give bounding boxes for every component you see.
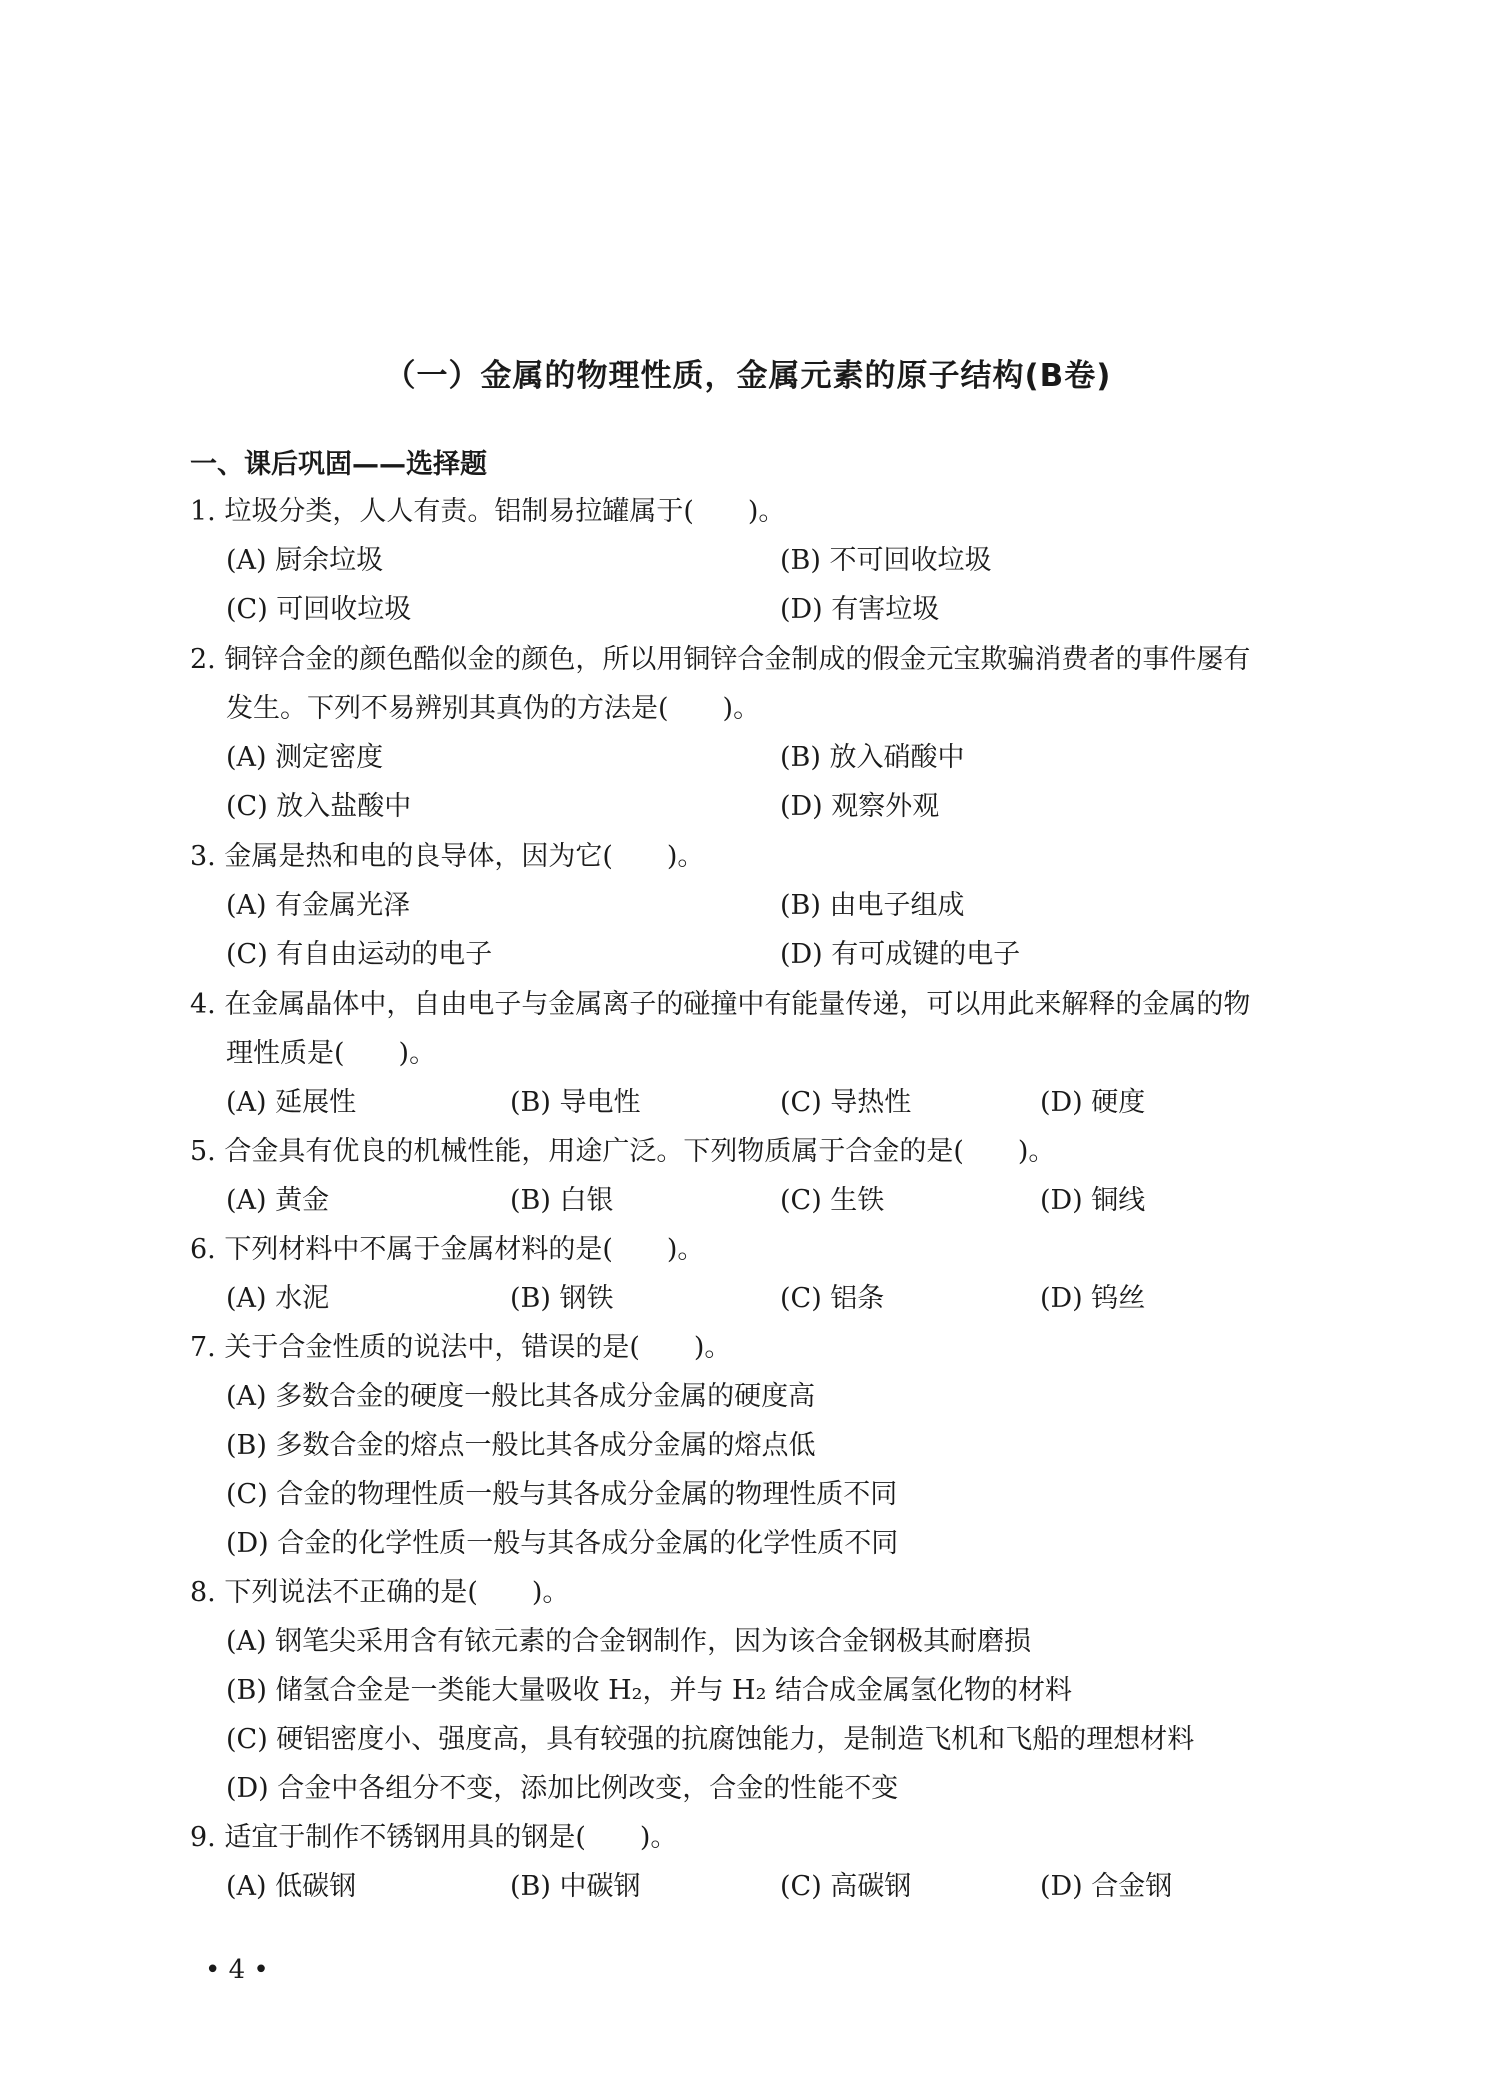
question-3-stem: 3. 金属是热和电的良导体，因为它( )。 <box>190 841 705 872</box>
question-8-option-c: (C) 硬铝密度小、强度高，具有较强的抗腐蚀能力，是制造飞机和飞船的理想材料 <box>226 1724 1195 1755</box>
question-2-option-a: (A) 测定密度 <box>226 742 384 773</box>
question-7-option-c: (C) 合金的物理性质一般与其各成分金属的物理性质不同 <box>226 1479 898 1510</box>
question-6-option-a: (A) 水泥 <box>226 1283 330 1314</box>
question-2-option-b: (B) 放入硝酸中 <box>780 742 965 773</box>
question-4-option-b: (B) 导电性 <box>510 1087 641 1118</box>
question-4-stem-line-1: 4. 在金属晶体中，自由电子与金属离子的碰撞中有能量传递，可以用此来解释的金属的物 <box>190 989 1251 1020</box>
question-5-option-b: (B) 白银 <box>510 1185 614 1216</box>
question-5-option-d: (D) 铜线 <box>1040 1185 1146 1216</box>
question-8-option-b: (B) 储氢合金是一类能大量吸收 H₂，并与 H₂ 结合成金属氢化物的材料 <box>226 1675 1072 1706</box>
question-7-option-b: (B) 多数合金的熔点一般比其各成分金属的熔点低 <box>226 1430 816 1461</box>
question-7-option-a: (A) 多数合金的硬度一般比其各成分金属的硬度高 <box>226 1381 816 1412</box>
page-number: • 4 • <box>205 1955 269 1985</box>
question-9-option-c: (C) 高碳钢 <box>780 1871 912 1902</box>
question-4-option-d: (D) 硬度 <box>1040 1087 1146 1118</box>
question-4-option-c: (C) 导热性 <box>780 1087 912 1118</box>
question-6-option-d: (D) 钨丝 <box>1040 1283 1146 1314</box>
question-5-stem: 5. 合金具有优良的机械性能，用途广泛。下列物质属于合金的是( )。 <box>190 1136 1056 1167</box>
question-1-option-b: (B) 不可回收垃圾 <box>780 545 992 576</box>
question-7-stem: 7. 关于合金性质的说法中，错误的是( )。 <box>190 1332 732 1363</box>
question-1-option-d: (D) 有害垃圾 <box>780 594 940 625</box>
question-2-option-c: (C) 放入盐酸中 <box>226 791 412 822</box>
question-2-option-d: (D) 观察外观 <box>780 791 940 822</box>
question-2-stem-line-1: 2. 铜锌合金的颜色酷似金的颜色，所以用铜锌合金制成的假金元宝欺骗消费者的事件屡有 <box>190 644 1251 675</box>
question-5-option-a: (A) 黄金 <box>226 1185 330 1216</box>
question-4-option-a: (A) 延展性 <box>226 1087 357 1118</box>
question-4-stem-line-2: 理性质是( )。 <box>226 1038 437 1069</box>
question-8-option-a: (A) 钢笔尖采用含有铱元素的合金钢制作，因为该合金钢极其耐磨损 <box>226 1626 1032 1657</box>
question-9-option-a: (A) 低碳钢 <box>226 1871 357 1902</box>
question-8-stem: 8. 下列说法不正确的是( )。 <box>190 1577 570 1608</box>
question-3-option-d: (D) 有可成键的电子 <box>780 939 1021 970</box>
question-3-option-c: (C) 有自由运动的电子 <box>226 939 493 970</box>
question-1-option-c: (C) 可回收垃圾 <box>226 594 412 625</box>
question-6-option-b: (B) 钢铁 <box>510 1283 614 1314</box>
question-7-option-d: (D) 合金的化学性质一般与其各成分金属的化学性质不同 <box>226 1528 899 1559</box>
section-heading: 一、课后巩固——选择题 <box>190 449 487 480</box>
question-9-option-d: (D) 合金钢 <box>1040 1871 1173 1902</box>
question-6-stem: 6. 下列材料中不属于金属材料的是( )。 <box>190 1234 705 1265</box>
question-2-stem-line-2: 发生。下列不易辨别其真伪的方法是( )。 <box>226 693 761 724</box>
question-3-option-b: (B) 由电子组成 <box>780 890 965 921</box>
question-3-option-a: (A) 有金属光泽 <box>226 890 411 921</box>
question-9-option-b: (B) 中碳钢 <box>510 1871 641 1902</box>
question-1-option-a: (A) 厨余垃圾 <box>226 545 384 576</box>
page-title: （一）金属的物理性质，金属元素的原子结构(B卷) <box>384 358 1112 394</box>
question-5-option-c: (C) 生铁 <box>780 1185 885 1216</box>
question-8-option-d: (D) 合金中各组分不变，添加比例改变，合金的性能不变 <box>226 1773 899 1804</box>
question-1-stem: 1. 垃圾分类，人人有责。铝制易拉罐属于( )。 <box>190 496 786 527</box>
question-6-option-c: (C) 铝条 <box>780 1283 885 1314</box>
question-9-stem: 9. 适宜于制作不锈钢用具的钢是( )。 <box>190 1822 678 1853</box>
